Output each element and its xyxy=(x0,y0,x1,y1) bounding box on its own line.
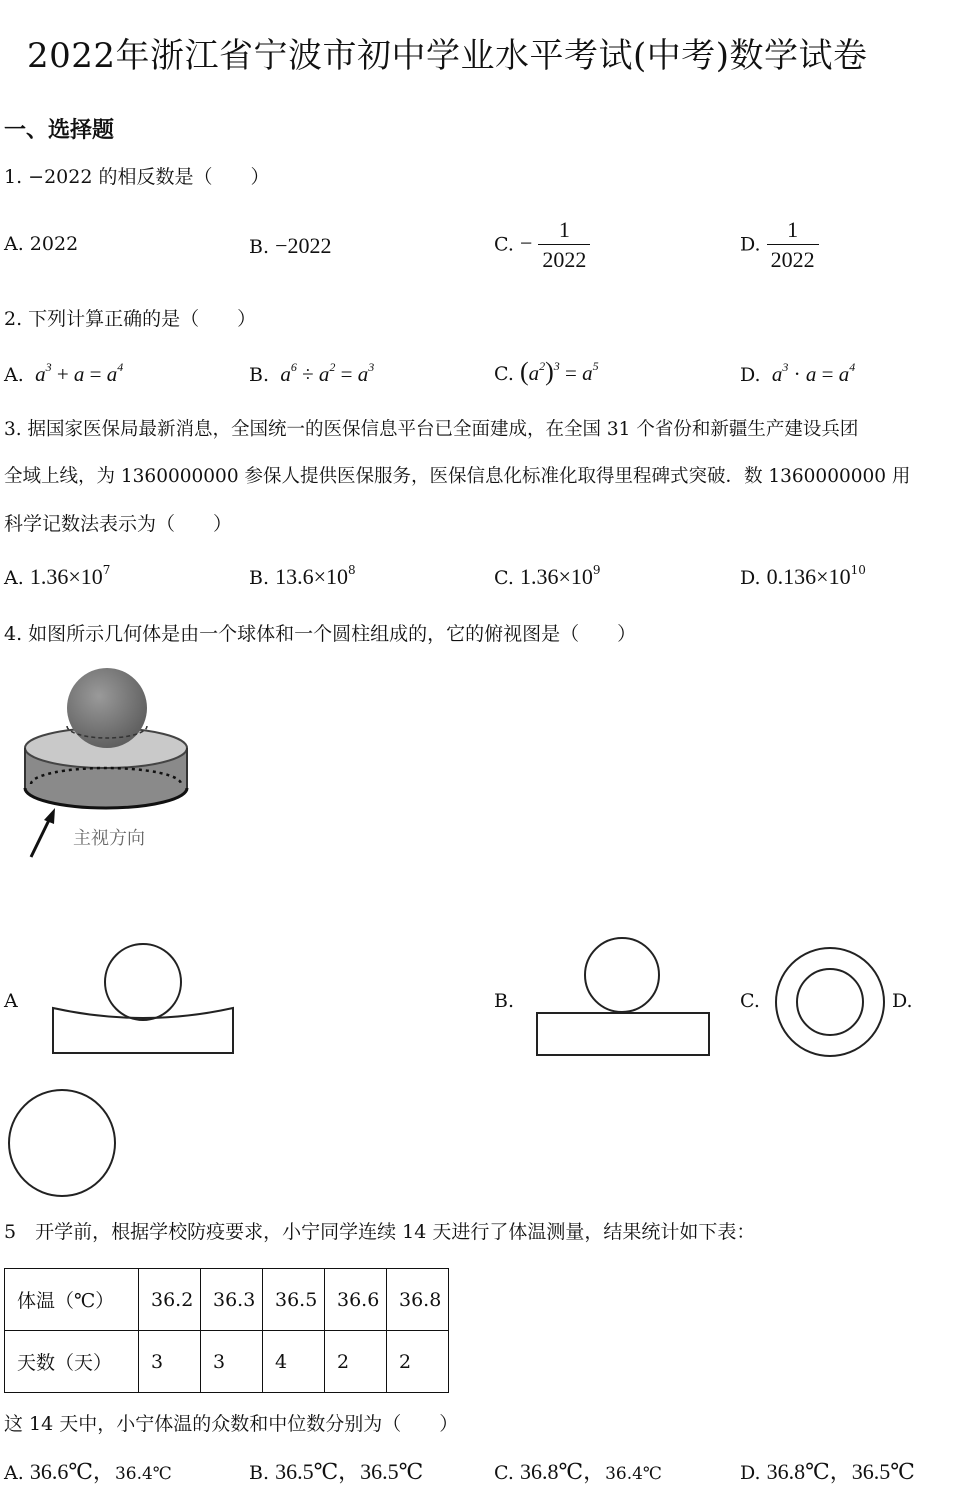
table-cell: 体温（℃） xyxy=(5,1269,139,1331)
q4-option-b-label[interactable]: B. xyxy=(494,990,515,1012)
table-cell: 36.8 xyxy=(387,1269,449,1331)
q5-option-a-value-2: 36.4℃ xyxy=(114,1464,172,1484)
q1-option-b-label: B. xyxy=(249,236,270,258)
q3-option-c[interactable] xyxy=(494,563,601,590)
q5-option-d[interactable] xyxy=(740,1455,915,1486)
question-5-stem: 5 开学前，根据学校防疫要求，小宁同学连续 14 天进行了体温测量，结果统计如下表： xyxy=(4,1221,756,1243)
q2-option-b-label: B. xyxy=(249,364,270,386)
question-5-prompt: 这 14 天中，小宁体温的众数和中位数分别为（ ） xyxy=(4,1413,459,1435)
q4-option-d-figure[interactable] xyxy=(5,1086,119,1200)
q1-option-c-fraction xyxy=(538,216,590,275)
q1-option-c[interactable] xyxy=(494,216,590,275)
q5-option-b-label: B. xyxy=(249,1462,270,1484)
q4-option-c-figure[interactable] xyxy=(772,944,888,1060)
q4-option-a-figure[interactable] xyxy=(45,940,245,1060)
table-row xyxy=(5,1269,449,1331)
q1-option-a[interactable]: A. 2022 xyxy=(4,233,79,255)
q3-option-b-base: 13.6×10 xyxy=(275,564,348,589)
q3-option-c-base: 1.36×10 xyxy=(519,564,593,589)
table-cell: 36.2 xyxy=(139,1269,201,1331)
question-2-stem: 2. 下列计算正确的是（ ） xyxy=(4,308,257,330)
q2-option-c-label: C. xyxy=(494,363,514,385)
q2-option-a-label: A. xyxy=(4,364,24,386)
q4-option-c-label[interactable]: C. xyxy=(740,990,760,1012)
q2-option-a[interactable] xyxy=(4,360,123,387)
q3-option-d[interactable] xyxy=(740,563,866,590)
view-direction-label: 主视方向 xyxy=(73,828,145,849)
q4-option-d-label[interactable]: D. xyxy=(892,990,913,1012)
q3-option-a-label: A. xyxy=(4,567,24,589)
question-1-stem: 1. −2022 的相反数是（ ） xyxy=(4,166,270,188)
q5-option-c-label: C. xyxy=(494,1462,514,1484)
q2-option-c-formula: $(a^2)^3 = a^5$ xyxy=(519,357,599,386)
table-cell: 3 xyxy=(139,1331,201,1393)
q1-option-b-value: −2022 xyxy=(275,233,332,258)
table-cell: 2 xyxy=(325,1331,387,1393)
q5-option-d-label: D. xyxy=(740,1462,761,1484)
q3-option-b-exponent: 8 xyxy=(347,563,356,577)
view-direction-arrow xyxy=(31,818,50,857)
q5-option-c-value-1: 36.8℃， xyxy=(519,1459,606,1484)
q5-option-c[interactable] xyxy=(494,1455,662,1486)
q4-option-b-figure[interactable] xyxy=(530,935,720,1060)
table-cell: 36.6 xyxy=(325,1269,387,1331)
q3-option-b[interactable] xyxy=(249,563,356,590)
q3-option-c-label: C. xyxy=(494,567,514,589)
q4-solid-figure xyxy=(0,660,240,870)
q2-option-d[interactable] xyxy=(740,360,855,387)
q1-option-c-denominator: 2022 xyxy=(542,247,587,272)
q2-option-d-formula: $a^3 \cdot a = a^4$ xyxy=(766,360,856,386)
question-3-line-3: 科学记数法表示为（ ） xyxy=(4,513,233,535)
q1-option-d-fraction xyxy=(767,216,819,275)
q1-option-c-label: C. xyxy=(494,233,514,256)
question-3-line-1: 3. 据国家医保局最新消息，全国统一的医保信息平台已全面建成，在全国 31 个省份和新疆生产建设兵团 xyxy=(4,419,859,440)
q3-option-a[interactable] xyxy=(4,563,110,590)
q1-option-c-sign: − xyxy=(519,230,533,256)
q1-option-d-numerator: 1 xyxy=(767,216,819,245)
q2-option-a-formula: $a^3 + a = a^4$ xyxy=(29,360,124,386)
q3-option-d-base: 0.136×10 xyxy=(766,564,851,589)
q3-option-a-base: 1.36×10 xyxy=(29,564,103,589)
q3-option-c-exponent: 9 xyxy=(592,563,601,577)
table-cell: 天数（天） xyxy=(5,1331,139,1393)
q1-option-c-numerator: 1 xyxy=(538,216,590,245)
section-heading: 一、选择题 xyxy=(4,117,115,143)
table-cell: 3 xyxy=(201,1331,263,1393)
q5-option-a[interactable] xyxy=(4,1455,172,1486)
q1-option-b[interactable] xyxy=(249,233,331,259)
q3-option-d-exponent: 10 xyxy=(850,563,866,577)
q2-option-b[interactable] xyxy=(249,360,374,387)
q3-option-b-label: B. xyxy=(249,567,270,589)
q4-option-a-label[interactable]: A xyxy=(4,990,18,1012)
q3-option-d-label: D. xyxy=(740,567,761,589)
page-title: 2022年浙江省宁波市初中学业水平考试(中考)数学试卷 xyxy=(27,36,868,76)
table-row xyxy=(5,1331,449,1393)
q5-option-b[interactable] xyxy=(249,1455,423,1486)
table-cell: 4 xyxy=(263,1331,325,1393)
question-3-line-2: 全域上线，为 1360000000 参保人提供医保服务，医保信息化标准化取得里程碑式突破．数 1360000000 用 xyxy=(4,466,911,487)
q2-option-b-formula: $a^6 \div a^2 = a^3$ xyxy=(275,360,375,386)
temperature-table xyxy=(4,1268,449,1393)
sphere xyxy=(67,668,147,748)
q5-option-b-value: 36.5℃，36.5℃ xyxy=(275,1459,424,1484)
table-cell: 2 xyxy=(387,1331,449,1393)
question-4-stem: 4. 如图所示几何体是由一个球体和一个圆柱组成的，它的俯视图是（ ） xyxy=(4,623,637,645)
q5-option-c-value-2: 36.4℃ xyxy=(605,1464,662,1484)
q1-option-d-label: D. xyxy=(740,233,761,256)
table-cell: 36.5 xyxy=(263,1269,325,1331)
q2-option-c[interactable] xyxy=(494,357,599,387)
q1-option-d-denominator: 2022 xyxy=(770,247,815,272)
table-cell: 36.3 xyxy=(201,1269,263,1331)
q3-option-a-exponent: 7 xyxy=(102,563,111,577)
q5-option-a-label: A. xyxy=(4,1462,24,1484)
q1-option-d[interactable] xyxy=(740,216,819,275)
q2-option-d-label: D. xyxy=(740,364,761,386)
q5-option-a-value-1: 36.6℃， xyxy=(29,1459,115,1484)
q5-option-d-value: 36.8℃，36.5℃ xyxy=(766,1459,915,1484)
